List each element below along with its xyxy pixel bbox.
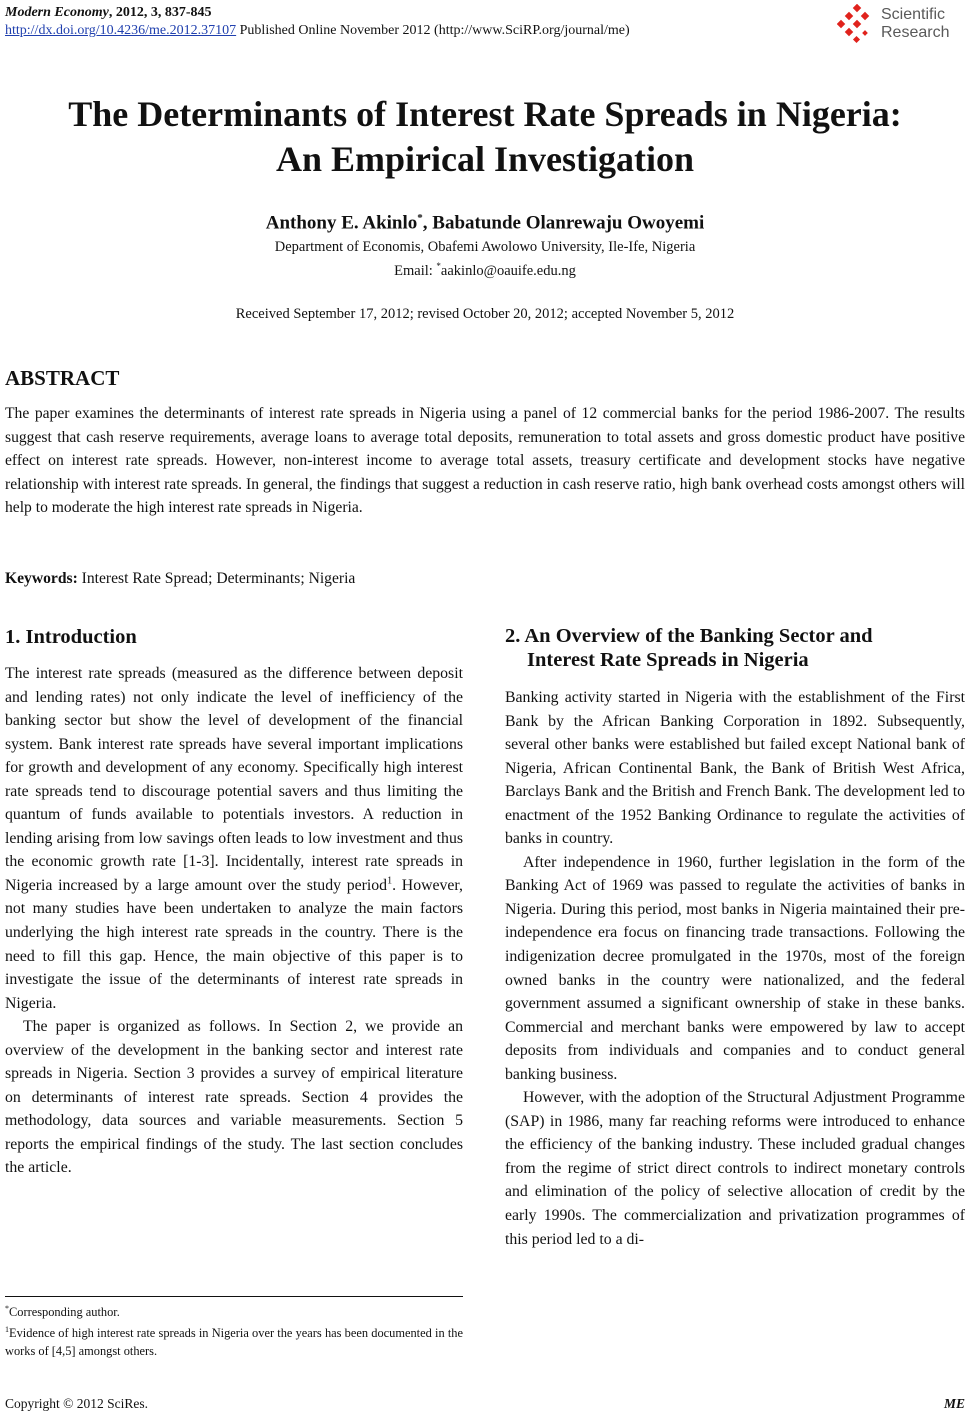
footnote-1-mark: *	[5, 1304, 9, 1313]
intro-paragraph-1	[5, 662, 463, 1015]
footnote-2	[5, 1321, 463, 1360]
email-label: Email:	[394, 262, 437, 279]
section-2-heading-line-2: Interest Rate Spreads in Nigeria	[527, 649, 809, 671]
abstract-heading: ABSTRACT	[5, 366, 120, 390]
footnote-1	[5, 1300, 463, 1321]
keywords	[5, 568, 355, 590]
author-list	[0, 207, 970, 234]
footnote-divider	[5, 1296, 463, 1297]
department: Department of Economis, Obafemi Awolowo University, Ile-Ife, Nigeria	[274, 239, 696, 255]
journal-abbreviation: ME	[943, 1396, 965, 1411]
overview-paragraph-1: Banking activity started in Nigeria with the establishment of the First Bank by the African Banking Corporation in 1892. Subsequently, several other banks were established but failed except National bank of Nigeria, African Continental Bank, the Bank of British West Africa, Barclays Bank and the British and French Bank. The development led to enactment of the 1952 Banking Ordinance to regulate the activities of banks in country.	[505, 689, 965, 848]
journal-volume: , 2012, 3, 837-845	[108, 5, 212, 20]
received-dates: Received September 17, 2012; revised October 20, 2012; accepted November 5, 2012	[235, 306, 735, 322]
doi-link[interactable]: http://dx.doi.org/10.4236/me.2012.37107	[5, 23, 237, 38]
abstract-text: The paper examines the determinants of interest rate spreads in Nigeria using a panel of 12 commercial banks for the period 1986-2007. The results suggest that cash reserve requirements, average loans to average total deposits, remuneration to total assets and gross domestic product have positive effect on interest rate spreads. However, non-interest income to average total assets, treasury certificate and development stocks have negative relationship with interest rate spreads. In general, the findings that suggest a reduction in cash reserve ratio, high bank overhead costs amongst others will help to moderate the high interest rate spreads in Nigeria.	[5, 405, 965, 517]
title-line-1: The Determinants of Interest Rate Spreads in Nigeria:	[68, 94, 902, 134]
journal-header	[5, 4, 965, 48]
journal-citation	[5, 4, 965, 22]
doi-line	[5, 22, 965, 40]
journal-name: Modern Economy	[5, 5, 109, 20]
author-1: Anthony E. Akinlo	[265, 212, 418, 234]
section-2-heading-line-1: 2. An Overview of the Banking Sector and	[505, 625, 873, 647]
email-address[interactable]: aakinlo@oauife.edu.ng	[440, 262, 576, 279]
scientific-research-logo	[837, 4, 961, 48]
author-2: , Babatunde Olanrewaju Owoyemi	[422, 212, 705, 234]
overview-paragraph-3: However, with the adoption of the Structural Adjustment Programme (SAP) in 1986, many far reaching reforms were introduced to enhance the efficiency of the banking industry. These included gradual changes from the regime of strict direct controls to indirect monetary controls and elimination of the policy of selective allocation of credit by the early 1990s. The commercialization and privatization programmes of this period led to a di-	[505, 1089, 965, 1248]
footnotes	[5, 1300, 463, 1360]
published-info: Published Online November 2012 (http://www.SciRP.org/journal/me)	[236, 23, 630, 38]
logo-line-1: Scientific	[881, 6, 946, 23]
footnote-ref-1[interactable]: 1	[387, 875, 393, 887]
intro-p1-text-a: The interest rate spreads (measured as the difference between deposit and lending rates) not only indicate the level of inefficiency of the banking sector but show the level of development of the financial system. Bank interest rate spreads have several important implications for growth and development of any economy. Specifically high interest rate spreads tend to discourage potential savers and thus limiting the quantum of funds available to potentials investors. A reduction in lending arising from low savings often leads to low investment and thus the economic growth rate [1-3]. Incidentally, interest rate spreads in Nigeria increased by a large amount over the study period	[5, 665, 463, 894]
footnote-2-text: Evidence of high interest rate spreads in Nigeria over the years has been documented in the works of [4,5] amongst others.	[5, 1326, 463, 1359]
footnote-2-mark: 1	[5, 1325, 9, 1335]
paper-title	[0, 92, 970, 182]
logo-text	[881, 6, 949, 42]
email-line	[0, 257, 970, 281]
left-column	[5, 662, 463, 1180]
affiliation	[0, 238, 970, 281]
section-2-heading	[505, 624, 970, 672]
keywords-text: Interest Rate Spread; Determinants; Nigeria	[77, 570, 356, 587]
right-column	[505, 686, 965, 1251]
section-1-heading: 1. Introduction	[5, 626, 137, 648]
keywords-label: Keywords:	[5, 570, 78, 587]
footnote-1-text: Corresponding author.	[9, 1305, 120, 1320]
overview-paragraph-2: After independence in 1960, further legislation in the form of the Banking Act of 1969 was passed to regulate the activities of banks in Nigeria. During this period, most banks in Nigeria maintained their pre-independence era focus on financing trade transactions. Following the indigenization decree promulgated in the 1970s, most of the foreign owned banks in the country were nationalized, and the federal government assumed a significant ownership of stake in these banks. Commercial and merchant banks were empowered by law to accept deposits from individuals and companies and to conduct general banking business.	[505, 853, 965, 1083]
corresponding-mark: *	[417, 212, 423, 224]
title-line-2: An Empirical Investigation	[275, 139, 695, 179]
copyright: Copyright © 2012 SciRes.	[5, 1396, 149, 1411]
intro-p1-text-b: . However, not many studies have been undertaken to analyze the main factors underlying the high interest rate spreads in the country. There is the need to fill this gap. Hence, the main objective of this paper is to investigate the issue of the determinants of interest rate spreads in Nigeria.	[5, 876, 463, 1012]
logo-mark-icon	[837, 4, 877, 44]
page-footer	[5, 1395, 965, 1413]
logo-line-2: Research	[881, 24, 950, 41]
email-mark: *	[436, 261, 441, 271]
intro-paragraph-2: The paper is organized as follows. In Section 2, we provide an overview of the development in the banking sector and interest rate spreads in Nigeria. Section 3 provides a survey of empirical literature on determinants of interest rate spreads. Section 4 provides the methodology, data sources and variable measurements. Section 5 reports the empirical findings of the study. The last section concludes the article.	[5, 1018, 463, 1177]
